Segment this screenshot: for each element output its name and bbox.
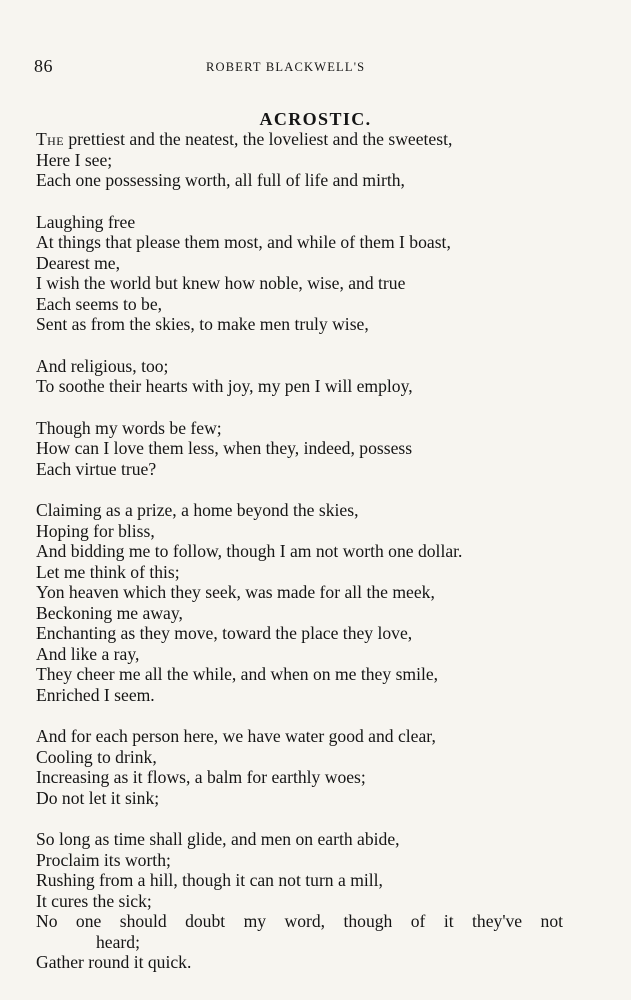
stanza-7 <box>36 829 596 973</box>
poem-line: Each one possessing worth, all full of life and mirth, <box>36 170 405 190</box>
poem-line: At things that please them most, and while of them I boast, <box>36 232 451 252</box>
stanza-5 <box>36 500 596 705</box>
stanza-1 <box>36 129 596 191</box>
opening-word: The <box>36 129 64 149</box>
poem-line: It cures the sick; <box>36 890 152 911</box>
acrostic-poem <box>36 129 596 994</box>
poem-line: Claiming as a prize, a home beyond the skies, <box>36 500 359 520</box>
opening-line-text: prettiest and the neatest, the loveliest and the sweetest, <box>63 129 453 149</box>
poem-line: Dearest me, <box>36 252 121 273</box>
poem-line <box>36 129 596 150</box>
poem-line: And religious, too; <box>36 355 169 376</box>
stanza-2 <box>36 212 596 335</box>
poem-line: Gather round it quick. <box>36 952 192 972</box>
poem-line: Sent as from the skies, to make men truly wise, <box>36 314 369 334</box>
poem-line: Cooling to drink, <box>36 746 157 767</box>
poem-line: Yon heaven which they seek, was made for all the meek, <box>36 582 435 602</box>
poem-line: To soothe their hearts with joy, my pen I will employ, <box>36 376 413 396</box>
poem-line: Each seems to be, <box>36 293 163 314</box>
poem-line: Enriched I seem. <box>36 684 155 705</box>
poem-title: ACROSTIC. <box>259 109 372 130</box>
stanza-6 <box>36 726 596 808</box>
poem-line: And like a ray, <box>36 643 140 664</box>
poem-line: Enchanting as they move, toward the place they love, <box>36 623 413 643</box>
wrapped-line-continuation: heard; <box>96 931 140 952</box>
poem-line: Do not let it sink; <box>36 787 160 808</box>
wrapped-poem-line: No one should doubt my word, though of it they've not <box>36 911 563 931</box>
poem-line: And bidding me to follow, though I am not worth one dollar. <box>36 541 463 561</box>
stanza-4 <box>36 418 596 480</box>
poem-line: I wish the world but knew how noble, wise, and true <box>36 273 406 293</box>
poem-line: How can I love them less, when they, indeed, possess <box>36 438 413 458</box>
poem-line: They cheer me all the while, and when on me they smile, <box>36 664 439 684</box>
page-number: 86 <box>34 56 53 76</box>
running-title: ROBERT BLACKWELL'S <box>206 60 366 74</box>
poem-line: Each virtue true? <box>36 458 157 479</box>
poem-line: And for each person here, we have water good and clear, <box>36 726 436 746</box>
stanza-3 <box>36 356 596 397</box>
poem-line: Though my words be few; <box>36 417 222 438</box>
poem-line: So long as time shall glide, and men on earth abide, <box>36 829 400 849</box>
poem-line: Beckoning me away, <box>36 602 183 623</box>
running-header <box>34 56 594 78</box>
poem-line: Here I see; <box>36 149 113 170</box>
poem-line: Proclaim its worth; <box>36 849 171 870</box>
poem-line: Increasing as it flows, a balm for earthly woes; <box>36 767 366 787</box>
poem-line: Laughing free <box>36 211 136 232</box>
poem-line: Hoping for bliss, <box>36 520 155 541</box>
poem-line: Rushing from a hill, though it can not turn a mill, <box>36 870 383 890</box>
poem-line: Let me think of this; <box>36 561 180 582</box>
